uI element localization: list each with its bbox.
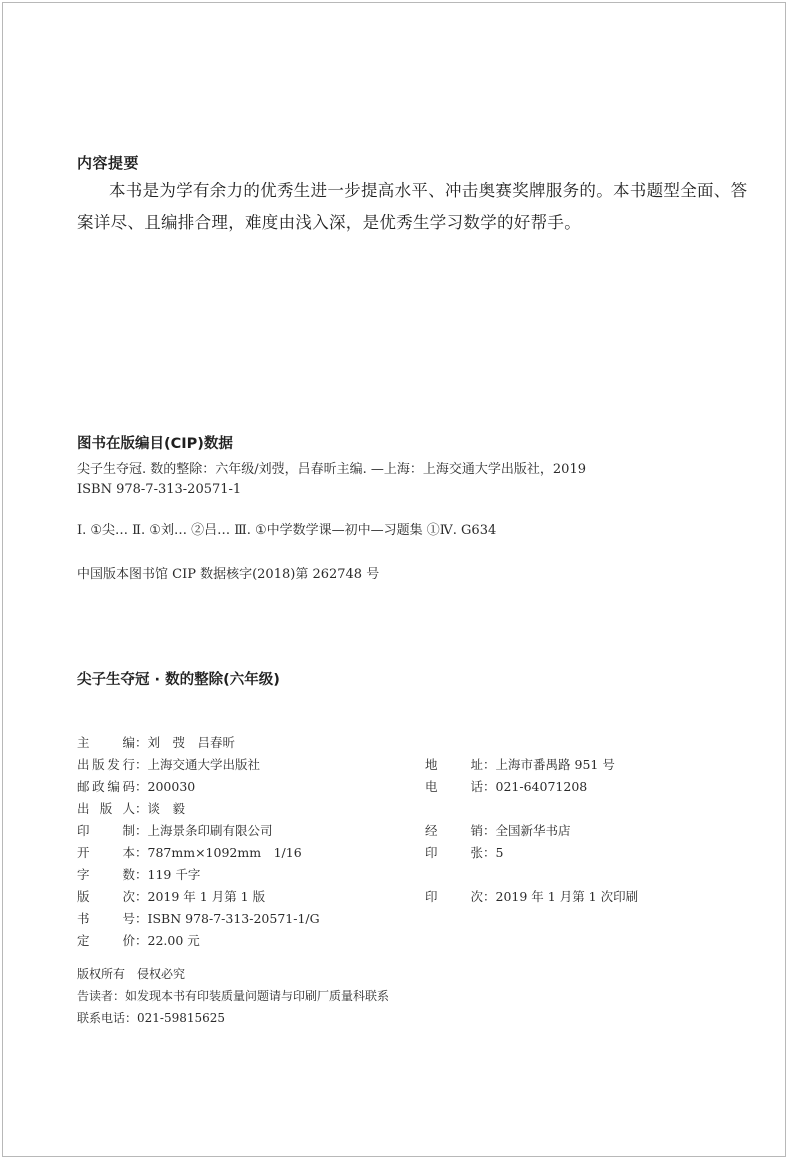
info-value: 2019 年 1 月第 1 版	[147, 889, 266, 904]
reader-notice: 告读者：如发现本书有印装质量问题请与印刷厂质量科联系	[77, 989, 390, 1003]
info-label: 字 数	[77, 867, 135, 882]
book-title: 尖子生夺冠 · 数的整除(六年级)	[77, 672, 280, 688]
info-value: 22.00 元	[147, 933, 200, 948]
info-value: 上海交通大学出版社	[147, 757, 261, 772]
info-label: 邮政编码	[77, 779, 135, 794]
info-value: 5	[495, 845, 504, 860]
summary-heading: 内容提要	[77, 154, 140, 172]
cip-heading: 图书在版编目(CIP)数据	[77, 436, 233, 452]
info-format: 开 本：787mm×1092mm 1/16	[77, 845, 302, 860]
info-isbn: 书 号：ISBN 978-7-313-20571-1/G	[77, 911, 320, 926]
copyright-notice: 版权所有 侵权必究	[77, 967, 186, 981]
info-value: 021-64071208	[495, 779, 588, 794]
info-sheets: 印 张：5	[425, 845, 504, 860]
info-label: 经 销	[425, 823, 483, 838]
info-price: 定 价：22.00 元	[77, 933, 200, 948]
info-postcode: 邮政编码：200030	[77, 779, 196, 794]
info-value: 2019 年 1 月第 1 次印刷	[495, 889, 639, 904]
cip-line-4: 中国版本图书馆 CIP 数据核字(2018)第 262748 号	[77, 567, 380, 582]
info-edition: 版 次：2019 年 1 月第 1 版	[77, 889, 266, 904]
info-distributor: 经 销：全国新华书店	[425, 823, 571, 838]
info-value: 200030	[147, 779, 196, 794]
info-label: 定 价	[77, 933, 135, 948]
info-label: 开 本	[77, 845, 135, 860]
info-label: 印 制	[77, 823, 135, 838]
info-value: ISBN 978-7-313-20571-1/G	[147, 911, 320, 926]
cip-line-1: 尖子生夺冠. 数的整除：六年级/刘弢，吕春昕主编. —上海：上海交通大学出版社，2019	[77, 462, 586, 477]
cip-line-3: Ⅰ. ①尖… Ⅱ. ①刘… ②吕… Ⅲ. ①中学数学课—初中—习题集 ①Ⅳ. G634	[77, 523, 497, 538]
info-label: 主 编	[77, 735, 135, 750]
info-label: 出版发行	[77, 757, 135, 772]
summary-text: 本书是为学有余力的优秀生进一步提高水平、冲击奥赛奖牌服务的。本书题型全面、答案详尽、且编排合理，难度由浅入深，是优秀生学习数学的好帮手。	[77, 181, 748, 232]
info-value: 119 千字	[147, 867, 201, 882]
info-value: 刘 弢 吕春昕	[147, 735, 236, 750]
info-label: 地 址	[425, 757, 483, 772]
contact-phone: 联系电话：021-59815625	[77, 1011, 226, 1025]
cip-line-2: ISBN 978-7-313-20571-1	[77, 482, 242, 497]
info-label: 电 话	[425, 779, 483, 794]
info-value: 787mm×1092mm 1/16	[147, 845, 302, 860]
info-address: 地 址：上海市番禺路 951 号	[425, 757, 615, 772]
info-wordcount: 字 数：119 千字	[77, 867, 201, 882]
info-label: 书 号	[77, 911, 135, 926]
info-label: 出 版 人	[77, 801, 135, 816]
info-value: 上海景条印刷有限公司	[147, 823, 273, 838]
info-printer: 印 制：上海景条印刷有限公司	[77, 823, 273, 838]
info-phone: 电 话：021-64071208	[425, 779, 588, 794]
info-label: 版 次	[77, 889, 135, 904]
info-publisher-person: 出 版 人：谈 毅	[77, 801, 186, 816]
info-value: 谈 毅	[147, 801, 186, 816]
info-label: 印 张	[425, 845, 483, 860]
info-value: 全国新华书店	[495, 823, 571, 838]
info-editor: 主 编：刘 弢 吕春昕	[77, 735, 236, 750]
info-printing: 印 次：2019 年 1 月第 1 次印刷	[425, 889, 639, 904]
info-publisher: 出版发行：上海交通大学出版社	[77, 757, 261, 772]
info-value: 上海市番禺路 951 号	[495, 757, 615, 772]
info-label: 印 次	[425, 889, 483, 904]
